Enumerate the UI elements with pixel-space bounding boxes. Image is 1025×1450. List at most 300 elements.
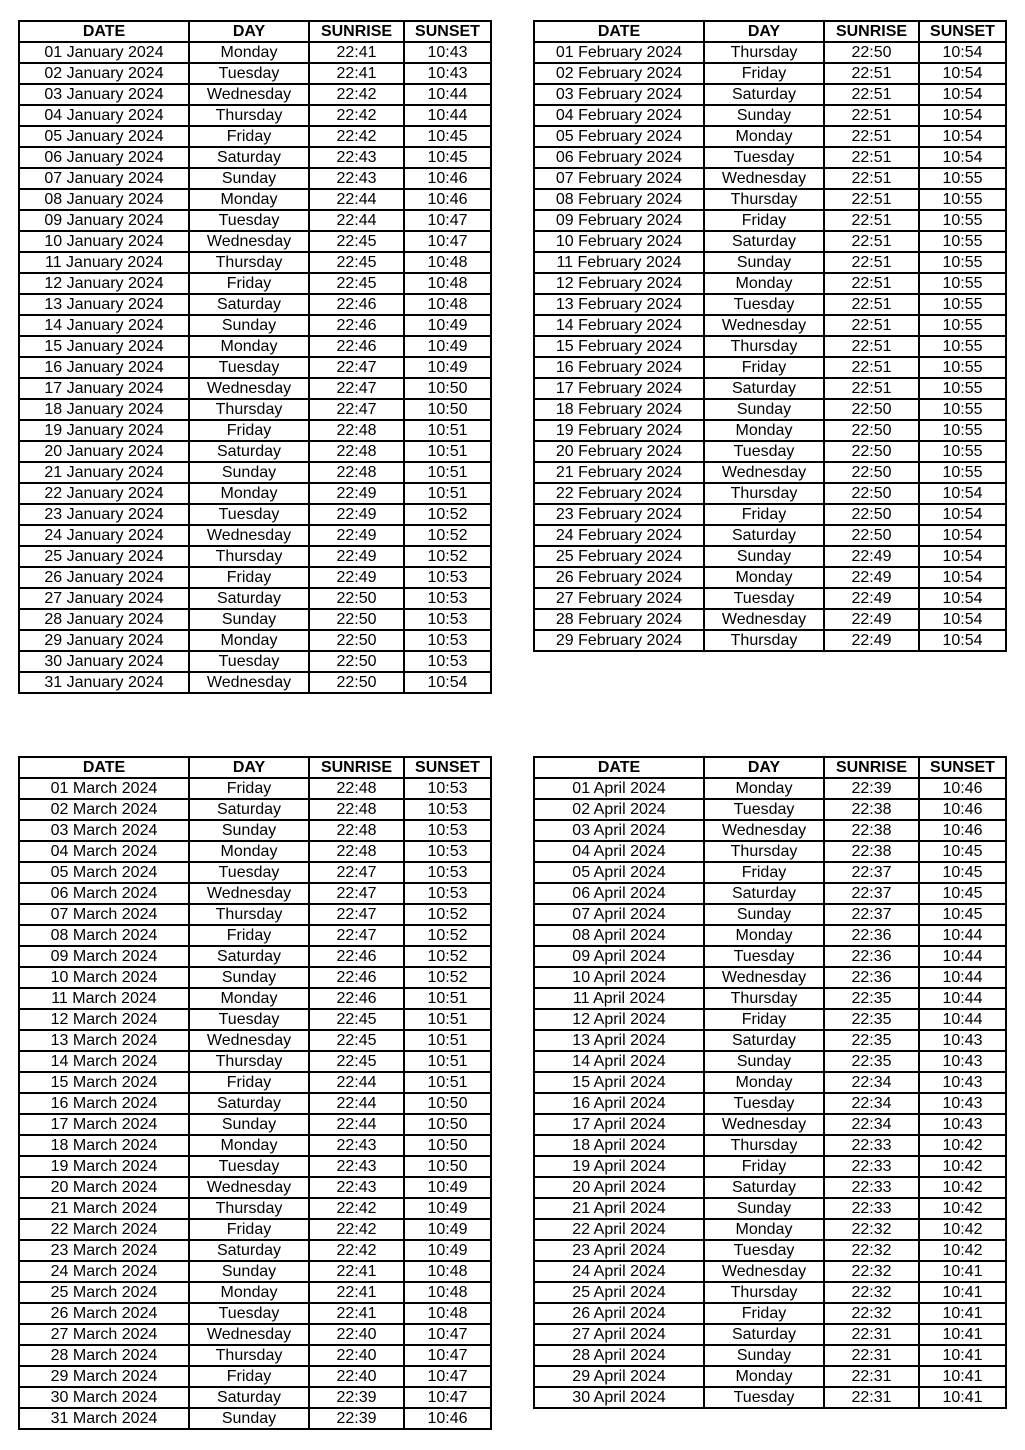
table-row	[534, 1366, 1006, 1387]
header-sunset: SUNSET	[919, 21, 1006, 42]
table-row	[534, 315, 1006, 336]
sunset-cell: 10:49	[404, 336, 491, 357]
day-cell: Monday	[189, 1135, 309, 1156]
sunset-cell: 10:55	[919, 357, 1006, 378]
table-row	[534, 1240, 1006, 1261]
date-cell: 12 January 2024	[19, 273, 189, 294]
table-row	[19, 904, 491, 925]
table-row	[19, 988, 491, 1009]
day-cell: Sunday	[704, 1198, 824, 1219]
table-row	[534, 925, 1006, 946]
table-row	[534, 799, 1006, 820]
date-cell: 10 February 2024	[534, 231, 704, 252]
sunrise-cell: 22:48	[309, 820, 404, 841]
header-day: DAY	[189, 21, 309, 42]
day-cell: Thursday	[704, 189, 824, 210]
day-cell: Sunday	[704, 105, 824, 126]
sunrise-cell: 22:49	[309, 504, 404, 525]
sunset-cell: 10:49	[404, 315, 491, 336]
sunrise-cell: 22:51	[824, 357, 919, 378]
table-row	[534, 336, 1006, 357]
day-cell: Tuesday	[189, 651, 309, 672]
sunset-cell: 10:55	[919, 273, 1006, 294]
table-row	[534, 126, 1006, 147]
sunset-cell: 10:43	[404, 42, 491, 63]
table-row	[19, 799, 491, 820]
day-cell: Thursday	[704, 1282, 824, 1303]
day-cell: Wednesday	[704, 315, 824, 336]
day-cell: Sunday	[704, 399, 824, 420]
date-cell: 19 February 2024	[534, 420, 704, 441]
sunset-cell: 10:45	[919, 904, 1006, 925]
sunset-cell: 10:51	[404, 1030, 491, 1051]
sunset-cell: 10:53	[404, 630, 491, 651]
sunset-cell: 10:54	[919, 147, 1006, 168]
day-cell: Sunday	[189, 820, 309, 841]
day-cell: Monday	[704, 1366, 824, 1387]
day-cell: Saturday	[189, 1240, 309, 1261]
sunset-cell: 10:55	[919, 399, 1006, 420]
sunset-cell: 10:44	[919, 1009, 1006, 1030]
date-cell: 08 February 2024	[534, 189, 704, 210]
table-row	[534, 588, 1006, 609]
sunrise-cell: 22:45	[309, 231, 404, 252]
table-row	[534, 1051, 1006, 1072]
date-cell: 19 January 2024	[19, 420, 189, 441]
day-cell: Monday	[189, 1282, 309, 1303]
sunset-cell: 10:50	[404, 1156, 491, 1177]
day-cell: Thursday	[704, 42, 824, 63]
table-row	[534, 1135, 1006, 1156]
sunset-cell: 10:50	[404, 1114, 491, 1135]
table-row	[534, 841, 1006, 862]
table-row	[19, 147, 491, 168]
date-cell: 07 April 2024	[534, 904, 704, 925]
day-cell: Tuesday	[189, 1303, 309, 1324]
day-cell: Monday	[704, 420, 824, 441]
sunrise-cell: 22:44	[309, 189, 404, 210]
day-cell: Sunday	[189, 1261, 309, 1282]
date-cell: 22 March 2024	[19, 1219, 189, 1240]
sunrise-cell: 22:51	[824, 84, 919, 105]
sunset-cell: 10:53	[404, 862, 491, 883]
sunset-cell: 10:54	[919, 42, 1006, 63]
day-cell: Monday	[704, 778, 824, 799]
sunrise-cell: 22:33	[824, 1177, 919, 1198]
sunrise-cell: 22:38	[824, 820, 919, 841]
date-cell: 21 February 2024	[534, 462, 704, 483]
day-cell: Monday	[189, 988, 309, 1009]
sunset-cell: 10:47	[404, 1366, 491, 1387]
table-row	[534, 462, 1006, 483]
date-cell: 14 January 2024	[19, 315, 189, 336]
table-row	[534, 63, 1006, 84]
sunrise-cell: 22:31	[824, 1366, 919, 1387]
table-row	[19, 883, 491, 904]
sunset-cell: 10:46	[404, 189, 491, 210]
table-row	[534, 904, 1006, 925]
date-cell: 26 April 2024	[534, 1303, 704, 1324]
date-cell: 18 January 2024	[19, 399, 189, 420]
date-cell: 24 January 2024	[19, 525, 189, 546]
table-row	[534, 820, 1006, 841]
day-cell: Tuesday	[704, 1387, 824, 1408]
sunrise-cell: 22:38	[824, 841, 919, 862]
day-cell: Saturday	[704, 84, 824, 105]
date-cell: 05 March 2024	[19, 862, 189, 883]
date-cell: 28 April 2024	[534, 1345, 704, 1366]
header-row	[19, 21, 491, 42]
sunset-cell: 10:48	[404, 273, 491, 294]
sunrise-cell: 22:46	[309, 294, 404, 315]
table-row	[19, 946, 491, 967]
sunrise-cell: 22:38	[824, 799, 919, 820]
table-row	[534, 778, 1006, 799]
date-cell: 07 March 2024	[19, 904, 189, 925]
table-row	[19, 252, 491, 273]
date-cell: 11 March 2024	[19, 988, 189, 1009]
day-cell: Monday	[189, 483, 309, 504]
sunrise-cell: 22:49	[824, 546, 919, 567]
sunset-cell: 10:54	[919, 504, 1006, 525]
sunset-cell: 10:54	[919, 84, 1006, 105]
sunset-cell: 10:46	[404, 1408, 491, 1429]
date-cell: 18 April 2024	[534, 1135, 704, 1156]
date-cell: 24 April 2024	[534, 1261, 704, 1282]
day-cell: Friday	[704, 1156, 824, 1177]
table-row	[534, 294, 1006, 315]
sunset-cell: 10:46	[404, 168, 491, 189]
day-cell: Monday	[189, 630, 309, 651]
sunset-cell: 10:53	[404, 778, 491, 799]
table-row	[534, 84, 1006, 105]
table-row	[534, 1156, 1006, 1177]
sunrise-cell: 22:40	[309, 1345, 404, 1366]
day-cell: Friday	[704, 504, 824, 525]
day-cell: Saturday	[189, 588, 309, 609]
date-cell: 10 January 2024	[19, 231, 189, 252]
date-cell: 26 January 2024	[19, 567, 189, 588]
sunset-cell: 10:54	[919, 546, 1006, 567]
date-cell: 04 January 2024	[19, 105, 189, 126]
sunrise-cell: 22:32	[824, 1282, 919, 1303]
day-cell: Sunday	[189, 1408, 309, 1429]
day-cell: Friday	[189, 925, 309, 946]
sunrise-cell: 22:47	[309, 399, 404, 420]
sunrise-cell: 22:43	[309, 1177, 404, 1198]
sunrise-cell: 22:41	[309, 1261, 404, 1282]
table-row	[19, 630, 491, 651]
date-cell: 05 April 2024	[534, 862, 704, 883]
date-cell: 16 January 2024	[19, 357, 189, 378]
sunrise-cell: 22:48	[309, 420, 404, 441]
sunrise-cell: 22:41	[309, 1282, 404, 1303]
sunset-cell: 10:48	[404, 1261, 491, 1282]
sunset-cell: 10:48	[404, 252, 491, 273]
date-cell: 27 March 2024	[19, 1324, 189, 1345]
sunset-cell: 10:53	[404, 820, 491, 841]
date-cell: 02 January 2024	[19, 63, 189, 84]
date-cell: 27 January 2024	[19, 588, 189, 609]
table-row	[19, 1345, 491, 1366]
table-row	[19, 189, 491, 210]
table-row	[534, 1030, 1006, 1051]
sunset-cell: 10:54	[919, 588, 1006, 609]
day-cell: Thursday	[189, 904, 309, 925]
header-day: DAY	[189, 757, 309, 778]
table-row	[19, 672, 491, 693]
sunset-cell: 10:51	[404, 441, 491, 462]
sunset-cell: 10:41	[919, 1261, 1006, 1282]
table-row	[534, 252, 1006, 273]
day-cell: Tuesday	[189, 504, 309, 525]
table-row	[19, 483, 491, 504]
date-cell: 14 March 2024	[19, 1051, 189, 1072]
table-row	[19, 1198, 491, 1219]
date-cell: 01 January 2024	[19, 42, 189, 63]
date-cell: 04 March 2024	[19, 841, 189, 862]
sunrise-cell: 22:49	[309, 483, 404, 504]
date-cell: 26 March 2024	[19, 1303, 189, 1324]
day-cell: Sunday	[704, 1051, 824, 1072]
table-row	[19, 1114, 491, 1135]
sunrise-cell: 22:44	[309, 210, 404, 231]
sunrise-cell: 22:37	[824, 883, 919, 904]
day-cell: Tuesday	[189, 63, 309, 84]
table-row	[19, 231, 491, 252]
sunrise-cell: 22:32	[824, 1219, 919, 1240]
table-row	[19, 525, 491, 546]
sunrise-cell: 22:51	[824, 126, 919, 147]
date-cell: 15 March 2024	[19, 1072, 189, 1093]
date-cell: 31 January 2024	[19, 672, 189, 693]
date-cell: 13 April 2024	[534, 1030, 704, 1051]
date-cell: 05 February 2024	[534, 126, 704, 147]
sunset-cell: 10:51	[404, 988, 491, 1009]
sunset-cell: 10:50	[404, 378, 491, 399]
sunrise-cell: 22:49	[309, 546, 404, 567]
table-row	[534, 357, 1006, 378]
date-cell: 09 April 2024	[534, 946, 704, 967]
table-row	[19, 862, 491, 883]
sunset-cell: 10:52	[404, 925, 491, 946]
sunset-cell: 10:52	[404, 904, 491, 925]
sunset-cell: 10:43	[919, 1093, 1006, 1114]
header-sunset: SUNSET	[404, 21, 491, 42]
sunset-cell: 10:54	[919, 105, 1006, 126]
date-cell: 02 April 2024	[534, 799, 704, 820]
sunrise-cell: 22:49	[824, 567, 919, 588]
header-date: DATE	[534, 21, 704, 42]
table-row	[19, 778, 491, 799]
date-cell: 19 March 2024	[19, 1156, 189, 1177]
day-cell: Wednesday	[704, 1114, 824, 1135]
date-cell: 22 February 2024	[534, 483, 704, 504]
date-cell: 06 January 2024	[19, 147, 189, 168]
table-april	[533, 756, 1007, 1409]
date-cell: 16 February 2024	[534, 357, 704, 378]
sunrise-cell: 22:37	[824, 862, 919, 883]
day-cell: Friday	[189, 1219, 309, 1240]
date-cell: 17 April 2024	[534, 1114, 704, 1135]
day-cell: Sunday	[189, 967, 309, 988]
sunset-cell: 10:41	[919, 1387, 1006, 1408]
sunrise-cell: 22:33	[824, 1156, 919, 1177]
table-row	[534, 1261, 1006, 1282]
sunset-cell: 10:55	[919, 252, 1006, 273]
table-row	[534, 525, 1006, 546]
date-cell: 23 January 2024	[19, 504, 189, 525]
day-cell: Thursday	[704, 1135, 824, 1156]
date-cell: 20 April 2024	[534, 1177, 704, 1198]
date-cell: 25 March 2024	[19, 1282, 189, 1303]
sunset-cell: 10:51	[404, 483, 491, 504]
date-cell: 04 February 2024	[534, 105, 704, 126]
day-cell: Wednesday	[189, 672, 309, 693]
sunset-cell: 10:55	[919, 378, 1006, 399]
header-date: DATE	[534, 757, 704, 778]
sunrise-cell: 22:35	[824, 1009, 919, 1030]
sunset-cell: 10:43	[404, 63, 491, 84]
sunset-cell: 10:52	[404, 546, 491, 567]
sunset-cell: 10:53	[404, 567, 491, 588]
day-cell: Thursday	[189, 1345, 309, 1366]
sunset-cell: 10:42	[919, 1177, 1006, 1198]
date-cell: 24 March 2024	[19, 1261, 189, 1282]
table-row	[19, 1072, 491, 1093]
day-cell: Tuesday	[704, 441, 824, 462]
table-row	[19, 1366, 491, 1387]
sunrise-cell: 22:33	[824, 1135, 919, 1156]
date-cell: 27 February 2024	[534, 588, 704, 609]
date-cell: 06 March 2024	[19, 883, 189, 904]
sunrise-cell: 22:49	[824, 588, 919, 609]
table-row	[19, 1303, 491, 1324]
date-cell: 13 February 2024	[534, 294, 704, 315]
date-cell: 01 April 2024	[534, 778, 704, 799]
sunrise-cell: 22:32	[824, 1303, 919, 1324]
header-date: DATE	[19, 21, 189, 42]
sunrise-cell: 22:51	[824, 63, 919, 84]
sunrise-cell: 22:46	[309, 315, 404, 336]
date-cell: 20 February 2024	[534, 441, 704, 462]
table-row	[19, 84, 491, 105]
table-row	[534, 883, 1006, 904]
table-row	[19, 841, 491, 862]
table-january	[18, 20, 492, 694]
sunrise-cell: 22:39	[824, 778, 919, 799]
sunrise-cell: 22:34	[824, 1072, 919, 1093]
table-row	[19, 1030, 491, 1051]
sunset-cell: 10:49	[404, 1240, 491, 1261]
sunrise-cell: 22:48	[309, 778, 404, 799]
day-cell: Saturday	[189, 1093, 309, 1114]
sunset-cell: 10:43	[919, 1030, 1006, 1051]
sunrise-cell: 22:51	[824, 231, 919, 252]
table-march	[18, 756, 492, 1430]
table-row	[19, 1219, 491, 1240]
day-cell: Tuesday	[704, 799, 824, 820]
sunset-cell: 10:50	[404, 399, 491, 420]
date-cell: 29 January 2024	[19, 630, 189, 651]
sunrise-cell: 22:51	[824, 336, 919, 357]
table-row	[19, 1261, 491, 1282]
day-cell: Wednesday	[189, 1177, 309, 1198]
sunrise-cell: 22:46	[309, 336, 404, 357]
day-cell: Sunday	[189, 609, 309, 630]
sunrise-cell: 22:34	[824, 1114, 919, 1135]
date-cell: 17 January 2024	[19, 378, 189, 399]
day-cell: Thursday	[189, 252, 309, 273]
day-cell: Saturday	[189, 147, 309, 168]
date-cell: 06 April 2024	[534, 883, 704, 904]
table-row	[19, 336, 491, 357]
date-cell: 06 February 2024	[534, 147, 704, 168]
day-cell: Thursday	[704, 841, 824, 862]
table-row	[534, 567, 1006, 588]
sunset-cell: 10:45	[404, 147, 491, 168]
date-cell: 28 January 2024	[19, 609, 189, 630]
date-cell: 18 February 2024	[534, 399, 704, 420]
sunset-cell: 10:51	[404, 1072, 491, 1093]
sunrise-cell: 22:48	[309, 441, 404, 462]
sunrise-cell: 22:32	[824, 1240, 919, 1261]
sunrise-cell: 22:51	[824, 273, 919, 294]
date-cell: 18 March 2024	[19, 1135, 189, 1156]
table-row	[534, 147, 1006, 168]
day-cell: Tuesday	[189, 357, 309, 378]
table-row	[19, 42, 491, 63]
sunset-cell: 10:46	[919, 778, 1006, 799]
date-cell: 08 April 2024	[534, 925, 704, 946]
sunrise-cell: 22:50	[309, 609, 404, 630]
day-cell: Wednesday	[704, 609, 824, 630]
table-row	[534, 1345, 1006, 1366]
sunset-cell: 10:49	[404, 357, 491, 378]
sunset-cell: 10:49	[404, 1177, 491, 1198]
table-row	[19, 567, 491, 588]
sunrise-cell: 22:47	[309, 883, 404, 904]
sunset-cell: 10:54	[919, 126, 1006, 147]
day-cell: Saturday	[704, 1177, 824, 1198]
table-row	[19, 651, 491, 672]
day-cell: Sunday	[704, 546, 824, 567]
table-row	[534, 399, 1006, 420]
sunrise-cell: 22:32	[824, 1261, 919, 1282]
sunset-cell: 10:50	[404, 1093, 491, 1114]
date-cell: 22 January 2024	[19, 483, 189, 504]
sunrise-cell: 22:39	[309, 1387, 404, 1408]
date-cell: 16 April 2024	[534, 1093, 704, 1114]
sunrise-cell: 22:33	[824, 1198, 919, 1219]
sunrise-cell: 22:50	[824, 399, 919, 420]
date-cell: 01 February 2024	[534, 42, 704, 63]
table-row	[19, 210, 491, 231]
day-cell: Thursday	[704, 336, 824, 357]
sunrise-cell: 22:35	[824, 1030, 919, 1051]
sunset-cell: 10:50	[404, 1135, 491, 1156]
day-cell: Friday	[704, 63, 824, 84]
sunset-cell: 10:53	[404, 651, 491, 672]
table-row	[19, 1135, 491, 1156]
sunset-cell: 10:48	[404, 294, 491, 315]
table-row	[19, 462, 491, 483]
sunrise-cell: 22:44	[309, 1072, 404, 1093]
sunset-cell: 10:54	[919, 525, 1006, 546]
sunset-cell: 10:51	[404, 1009, 491, 1030]
sunrise-cell: 22:44	[309, 1114, 404, 1135]
sunrise-cell: 22:49	[824, 630, 919, 651]
